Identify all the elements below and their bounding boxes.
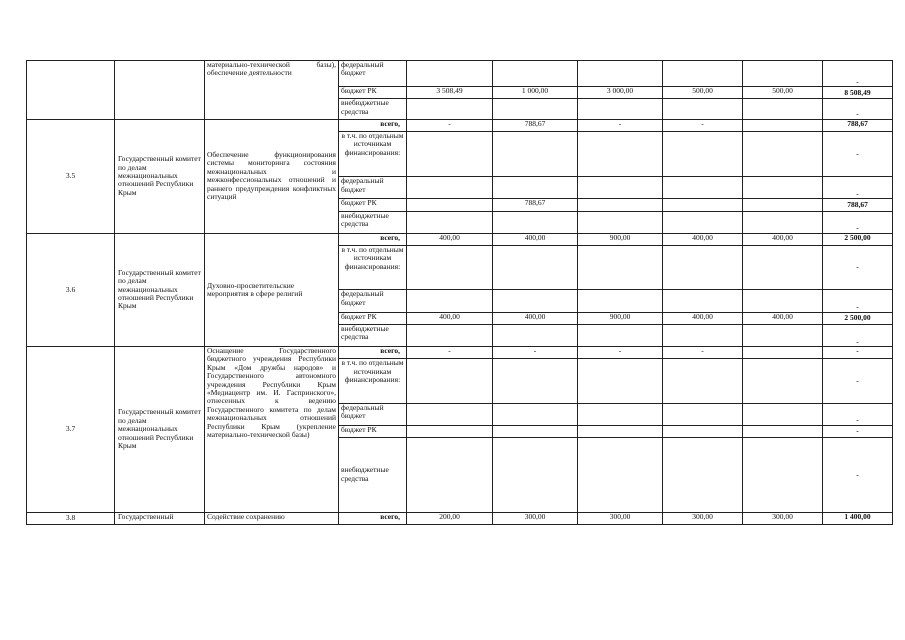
measure-name: Духовно-просветительские мероприятия в сфере религий [205, 233, 339, 346]
source-label: федеральный бюджет [339, 403, 407, 425]
total-value: - [823, 177, 893, 199]
measure-name: Содействие сохранению [205, 512, 339, 524]
total-value: 788,67 [823, 199, 893, 211]
table-row [27, 61, 893, 87]
row-number: 3.6 [27, 233, 115, 346]
value-cell: - [407, 119, 493, 131]
value-cell: 400,00 [663, 233, 743, 245]
source-label: всего, [339, 512, 407, 524]
executor-cell [115, 61, 205, 120]
source-label: внебюджетные средства [339, 324, 407, 346]
total-value: - [823, 359, 893, 403]
total-value: - [823, 437, 893, 512]
value-cell: 300,00 [578, 512, 663, 524]
value-cell [743, 199, 823, 211]
value-cell: 400,00 [407, 312, 493, 324]
value-cell: 500,00 [743, 87, 823, 99]
measure-name: материально-технической базы), обеспечение деятельности [205, 61, 339, 120]
total-value: - [823, 211, 893, 233]
table-row [27, 233, 893, 245]
value-cell [578, 199, 663, 211]
source-label: всего, [339, 233, 407, 245]
executor-cell: Государственный комитет по делам межнациональных отношений Республики Крым [115, 347, 205, 513]
executor-cell: Государственный комитет по делам межнациональных отношений Республики Крым [115, 233, 205, 346]
source-label: в т.ч. по отдельным источникам финансирования: [339, 245, 407, 289]
value-cell: - [407, 347, 493, 359]
value-cell: 400,00 [663, 312, 743, 324]
value-cell: 400,00 [743, 233, 823, 245]
total-value: - [823, 347, 893, 359]
value-cell: - [493, 347, 578, 359]
total-value: - [823, 403, 893, 425]
value-cell: - [578, 119, 663, 131]
value-cell: 788,67 [493, 119, 578, 131]
table-row [27, 347, 893, 359]
row-number: 3.8 [27, 512, 115, 524]
row-number: 3.7 [27, 347, 115, 513]
total-value: - [823, 131, 893, 176]
source-label: бюджет РК [339, 87, 407, 99]
value-cell [407, 199, 493, 211]
total-value: 2 500,00 [823, 312, 893, 324]
value-cell: 3 508,49 [407, 87, 493, 99]
value-cell [743, 119, 823, 131]
source-label: федеральный бюджет [339, 61, 407, 87]
value-cell: 3 000,00 [578, 87, 663, 99]
value-cell: - [578, 347, 663, 359]
value-cell: 400,00 [407, 233, 493, 245]
value-cell [663, 199, 743, 211]
value-cell: 400,00 [493, 312, 578, 324]
table-row [27, 119, 893, 131]
total-value: - [823, 61, 893, 87]
row-number [27, 61, 115, 120]
total-value: 2 500,00 [823, 233, 893, 245]
value-cell: 300,00 [493, 512, 578, 524]
value-cell: 788,67 [493, 199, 578, 211]
value-cell: 900,00 [578, 233, 663, 245]
source-label: всего, [339, 119, 407, 131]
value-cell: 1 000,00 [493, 87, 578, 99]
total-value: - [823, 245, 893, 289]
total-value: - [823, 425, 893, 437]
source-label: в т.ч. по отдельным источникам финансирования: [339, 131, 407, 176]
source-label: внебюджетные средства [339, 99, 407, 119]
source-label: федеральный бюджет [339, 290, 407, 312]
value-cell: 300,00 [663, 512, 743, 524]
source-label: всего, [339, 347, 407, 359]
total-value: - [823, 324, 893, 346]
source-label: бюджет РК [339, 312, 407, 324]
measure-name: Оснащение Государственного бюджетного учреждения Республики Крым «Дом дружбы народов» и Государственного автономного учреждения Республики Крым «Медиацентр им. И. Гаспринского», отнесенных к ведению Государственного комитета по делам межнациональных отношений Республики Крым (укрепление материально-технической базы) [205, 347, 339, 513]
source-label: внебюджетные средства [339, 211, 407, 233]
source-label: в т.ч. по отдельным источникам финансирования: [339, 359, 407, 403]
source-label: бюджет РК [339, 425, 407, 437]
value-cell: 300,00 [743, 512, 823, 524]
value-cell: 500,00 [663, 87, 743, 99]
table-row [27, 512, 893, 524]
value-cell: 400,00 [743, 312, 823, 324]
total-value: - [823, 290, 893, 312]
executor-cell: Государственный [115, 512, 205, 524]
value-cell: - [663, 119, 743, 131]
value-cell: 200,00 [407, 512, 493, 524]
total-value: - [823, 99, 893, 119]
budget-table [26, 60, 893, 525]
source-label: бюджет РК [339, 199, 407, 211]
measure-name: Обеспечение функционирования системы мониторинга состояния межнациональных и межконфессиональных отношений и раннего предупреждения конфликтных ситуаций [205, 119, 339, 233]
executor-cell: Государственный комитет по делам межнациональных отношений Республики Крым [115, 119, 205, 233]
total-value: 1 400,00 [823, 512, 893, 524]
total-value: 788,67 [823, 119, 893, 131]
row-number: 3.5 [27, 119, 115, 233]
total-value: 8 508,49 [823, 87, 893, 99]
source-label: внебюджетные средства [339, 437, 407, 512]
source-label: федеральный бюджет [339, 177, 407, 199]
value-cell: 400,00 [493, 233, 578, 245]
value-cell: - [663, 347, 743, 359]
value-cell: 900,00 [578, 312, 663, 324]
value-cell [743, 347, 823, 359]
